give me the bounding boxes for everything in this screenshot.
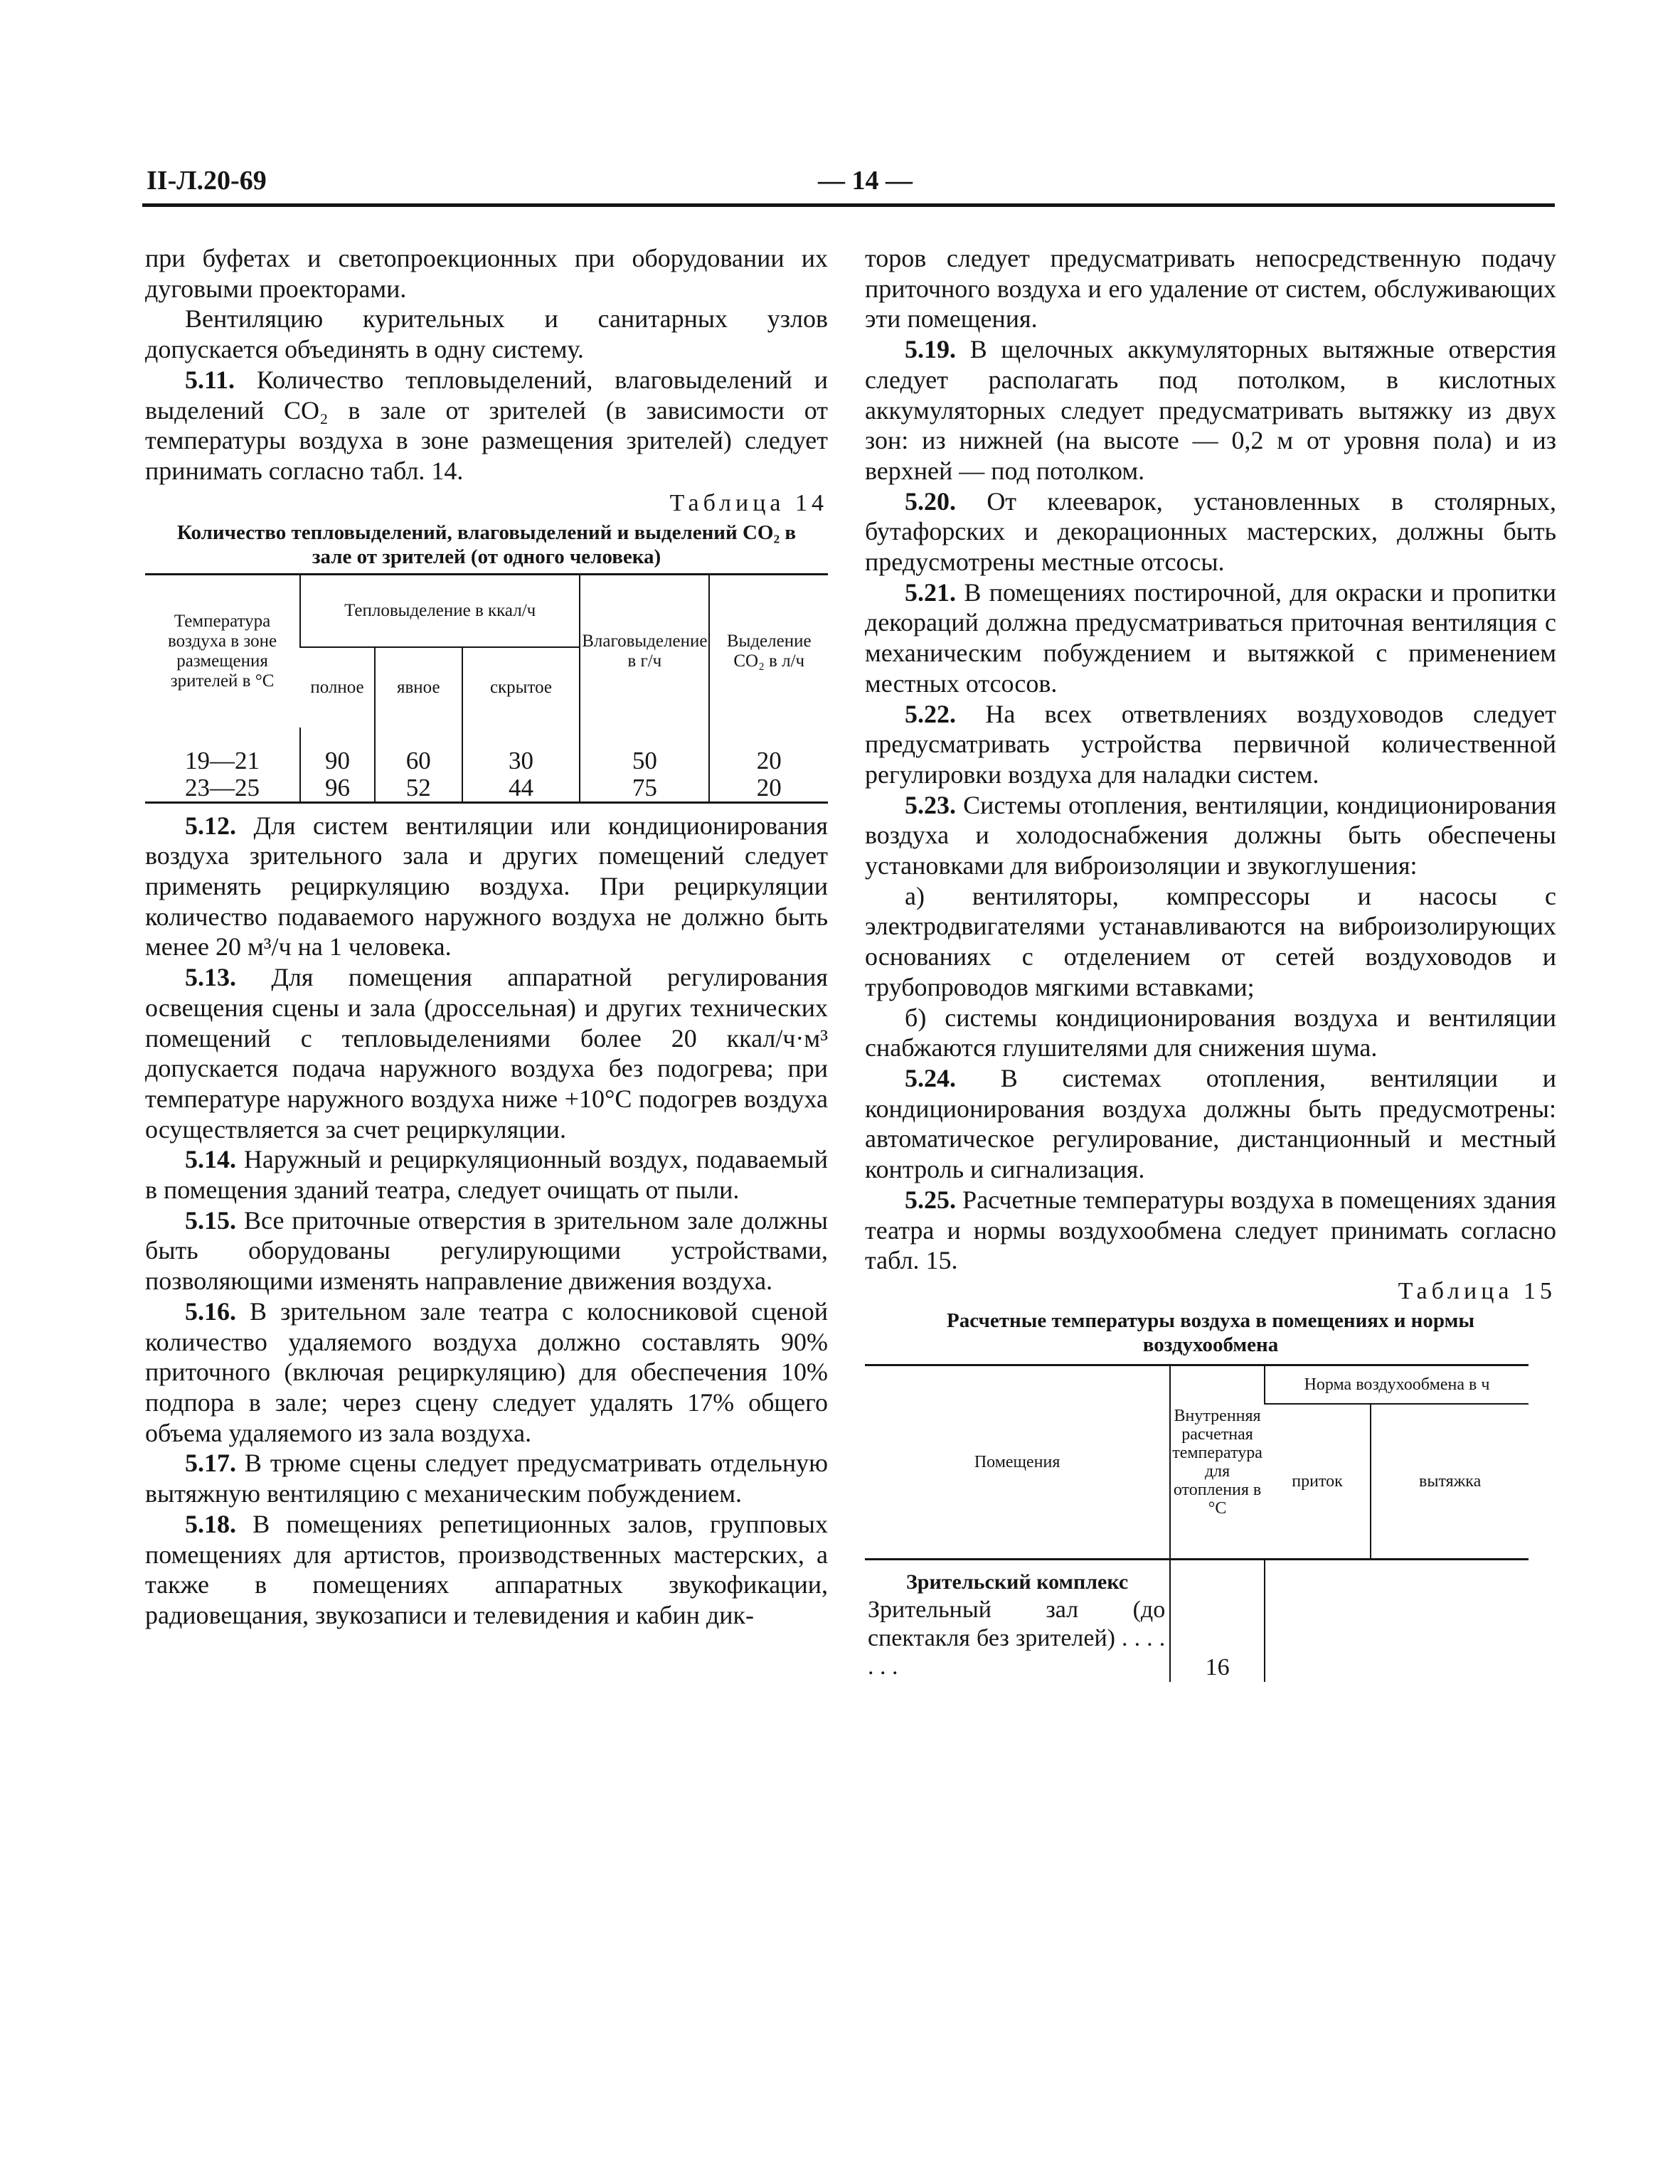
table-row bbox=[145, 728, 828, 774]
cell-supply bbox=[1265, 1595, 1371, 1682]
col-heat-latent-header: скрытое bbox=[462, 647, 580, 728]
table-row bbox=[145, 774, 828, 803]
cell-total: 96 bbox=[300, 774, 375, 803]
clause-text: В трюме сцены следует предусматривать отдельную вытяжную вентиляцию с механическим побуждением. bbox=[145, 1449, 828, 1508]
cell-temp: 23—25 bbox=[185, 773, 260, 801]
cell-total: 90 bbox=[300, 728, 375, 774]
clause-number: 5.25. bbox=[905, 1185, 956, 1214]
clause-text: Для помещения аппаратной регулирования освещения сцены и зала (дроссельная) и других технических помещений с тепловыделениями более 20 ккал/ч·м³ допускается подача наружного воздуха без подогрева; при температуре наружного воздуха ниже +10°С подогрев воздуха осуществляется за счет рециркуляции. bbox=[145, 963, 828, 1144]
cell-sensible: 52 bbox=[375, 774, 462, 803]
clause-5-16 bbox=[145, 1296, 828, 1449]
cell-moisture: 75 bbox=[580, 774, 709, 803]
cell-sensible: 60 bbox=[375, 728, 462, 774]
cell-co2: 20 bbox=[709, 728, 828, 774]
clause-number: 5.18. bbox=[185, 1509, 236, 1538]
clause-text: На всех ответвлениях воздуховодов следует предусматривать устройства первичной количественной регулировки воздуха для наладки систем. bbox=[865, 699, 1557, 789]
paragraph-smoking-rooms: Вентиляцию курительных и санитарных узлов допускается объединять в одну систему. bbox=[145, 304, 828, 364]
table-14-title: Количество тепловыделений, влаговыделений и выделений CO₂ в зале от зрителей (от одного человека) bbox=[176, 521, 797, 568]
cell-moisture: 50 bbox=[580, 728, 709, 774]
empty-cell bbox=[1371, 1559, 1529, 1595]
clause-5-25 bbox=[865, 1185, 1556, 1276]
empty-cell bbox=[1265, 1559, 1371, 1595]
clause-5-23 bbox=[865, 790, 1556, 881]
clause-text: Наружный и рециркуляционный воздух, подаваемый в помещения зданий театра, следует очищать от пыли. bbox=[145, 1145, 828, 1205]
clause-text: Количество тепловыделений, влаговыделений и выделений CO₂ в зале от зрителей (в зависимости от температуры воздуха в зоне размещения зрителей) следует принимать согласно табл. 14. bbox=[145, 365, 829, 485]
clause-number: 5.14. bbox=[185, 1145, 236, 1174]
col-heat-sensible-header: явное bbox=[375, 647, 462, 728]
table-15-caption: Таблица 15 bbox=[1398, 1277, 1556, 1304]
clause-number: 5.12. bbox=[185, 811, 236, 840]
header-rule bbox=[142, 203, 1555, 207]
clause-number: 5.15. bbox=[185, 1205, 236, 1235]
clause-5-24 bbox=[865, 1063, 1556, 1185]
clause-5-15 bbox=[145, 1205, 828, 1296]
cell-room: Зрительный зал (до спектакля без зрителей) . . . . . . . bbox=[868, 1596, 1166, 1680]
col-heat-total-header: полное bbox=[310, 677, 364, 697]
clause-number: 5.17. bbox=[185, 1449, 236, 1478]
clause-text: В помещениях постирочной, для окраски и пропитки декораций должна предусматриваться приточная вентиляция с механическим побуждением и вытяжкой с применением местных отсосов. bbox=[865, 577, 1557, 698]
clause-5-22 bbox=[865, 699, 1556, 790]
cell-latent: 30 bbox=[462, 728, 580, 774]
clause-text: Все приточные отверстия в зрительном зале должны быть оборудованы регулирующими устройствами, позволяющими изменять направление движения воздуха. bbox=[145, 1205, 828, 1296]
clause-text: В зрительном зале театра с колосниковой сценой количество удаляемого воздуха должно составлять 90% приточного (включая рециркуляцию) для обеспечения 10% подпора в зале; через сцену следует удалять 17% общего объема удаляемого из зала воздуха. bbox=[145, 1296, 829, 1447]
clause-number: 5.11. bbox=[185, 365, 235, 394]
clause-5-19 bbox=[865, 334, 1556, 486]
clause-text: От клееварок, установленных в столярных, бутафорских и декорационных мастерских, должны быть предусмотрены местные отсосы. bbox=[865, 486, 1557, 577]
cell-temp: 16 bbox=[1170, 1595, 1265, 1682]
clause-text: Расчетные температуры воздуха в помещениях здания театра и нормы воздухообмена следует принимать согласно табл. 15. bbox=[865, 1185, 1556, 1275]
cell-temp: 19—21 bbox=[185, 746, 260, 774]
table-14 bbox=[145, 573, 828, 804]
table-14-caption: Таблица 14 bbox=[669, 489, 828, 516]
clause-5-20 bbox=[865, 486, 1556, 577]
paragraph-continuation: при буфетах и светопроекционных при оборудовании их дуговыми проекторами. bbox=[145, 244, 828, 303]
clause-text: Для систем вентиляции или кондиционирования воздуха зрительного зала и других помещений следует применять рециркуляцию воздуха. При рециркуляции количество подаваемого наружного воздуха не должно быть менее 20 м³/ч на 1 человека. bbox=[145, 811, 828, 962]
table-15-title: Расчетные температуры воздуха в помещениях и нормы воздухообмена bbox=[947, 1309, 1474, 1356]
clause-number: 5.24. bbox=[905, 1063, 956, 1092]
clause-5-18 bbox=[145, 1509, 828, 1631]
table-15 bbox=[865, 1364, 1529, 1682]
cell-co2: 20 bbox=[709, 774, 828, 803]
col-room-header: Помещения bbox=[974, 1452, 1060, 1471]
col-temp-header: Температура воздуха в зоне размещения зрителей в °С bbox=[168, 611, 277, 691]
paragraph-continuation: торов следует предусматривать непосредственную подачу приточного воздуха и его удаление от систем, обслуживающих эти помещения. bbox=[865, 244, 1556, 334]
col-co2-header: Выделение CO₂ в л/ч bbox=[709, 574, 828, 728]
empty-cell bbox=[1170, 1559, 1265, 1595]
cell-latent: 44 bbox=[462, 774, 580, 803]
clause-5-14 bbox=[145, 1144, 828, 1205]
clause-number: 5.21. bbox=[905, 577, 956, 607]
clause-5-21 bbox=[865, 577, 1556, 699]
section-heading: Зрительский комплекс bbox=[905, 1570, 1129, 1594]
page-number: — 14 — bbox=[818, 166, 913, 196]
col-temp-header: Внутренняя расчетная температура для отопления в °С bbox=[1170, 1365, 1265, 1559]
col-exhaust-header: вытяжка bbox=[1371, 1404, 1529, 1560]
clause-number: 5.19. bbox=[905, 335, 956, 364]
clause-text: Системы отопления, вентиляции, кондиционирования воздуха и холодоснабжения должны быть обеспечены установками для виброизоляции и звукоглушения: bbox=[865, 790, 1557, 880]
document-code: II-Л.20-69 bbox=[147, 166, 267, 196]
clause-number: 5.20. bbox=[905, 486, 956, 516]
clause-number: 5.16. bbox=[185, 1296, 236, 1326]
clause-5-23-b: б) системы кондиционирования воздуха и вентиляции снабжаются глушителями для снижения шума. bbox=[865, 1003, 1556, 1062]
clause-5-11 bbox=[145, 365, 828, 486]
left-column bbox=[145, 243, 828, 1631]
clause-text: В щелочных аккумуляторных вытяжные отверстия следует располагать под потолком, в кислотных аккумуляторных следует предусматривать вытяжку из двух зон: из нижней (на высоте — 0,2 м от уровня пола) и из верхней — под потолком. bbox=[865, 335, 1557, 485]
clause-number: 5.13. bbox=[185, 963, 236, 992]
clause-number: 5.23. bbox=[905, 790, 956, 819]
clause-5-17 bbox=[145, 1448, 828, 1508]
clause-text: В системах отопления, вентиляции и кондиционирования воздуха должны быть предусмотрены: автоматическое регулирование, дистанционный и местный контроль и сигнализация. bbox=[865, 1063, 1557, 1184]
col-moisture-header: Влаговыделение в г/ч bbox=[580, 574, 709, 728]
col-heat-header: Тепловыделение в ккал/ч bbox=[300, 574, 580, 647]
table-row bbox=[865, 1595, 1529, 1682]
clause-number: 5.22. bbox=[905, 699, 956, 728]
right-column bbox=[865, 243, 1556, 1682]
col-supply-header: приток bbox=[1292, 1471, 1343, 1491]
clause-5-13 bbox=[145, 962, 828, 1144]
clause-5-23-a: а) вентиляторы, компрессоры и насосы с электродвигателями устанавливаются на виброизолирующих основаниях с отделением от сетей воздуховодов и трубопроводов мягкими вставками; bbox=[865, 881, 1556, 1001]
col-norm-header: Норма воздухообмена в ч bbox=[1265, 1365, 1529, 1404]
clause-text: В помещениях репетиционных залов, групповых помещениях для артистов, производственных мастерских, а также в помещениях аппаратных звукофикации, радиовещания, звукозаписи и телевидения и кабин дик- bbox=[145, 1509, 828, 1629]
cell-exhaust bbox=[1371, 1595, 1529, 1682]
clause-5-12 bbox=[145, 811, 828, 963]
